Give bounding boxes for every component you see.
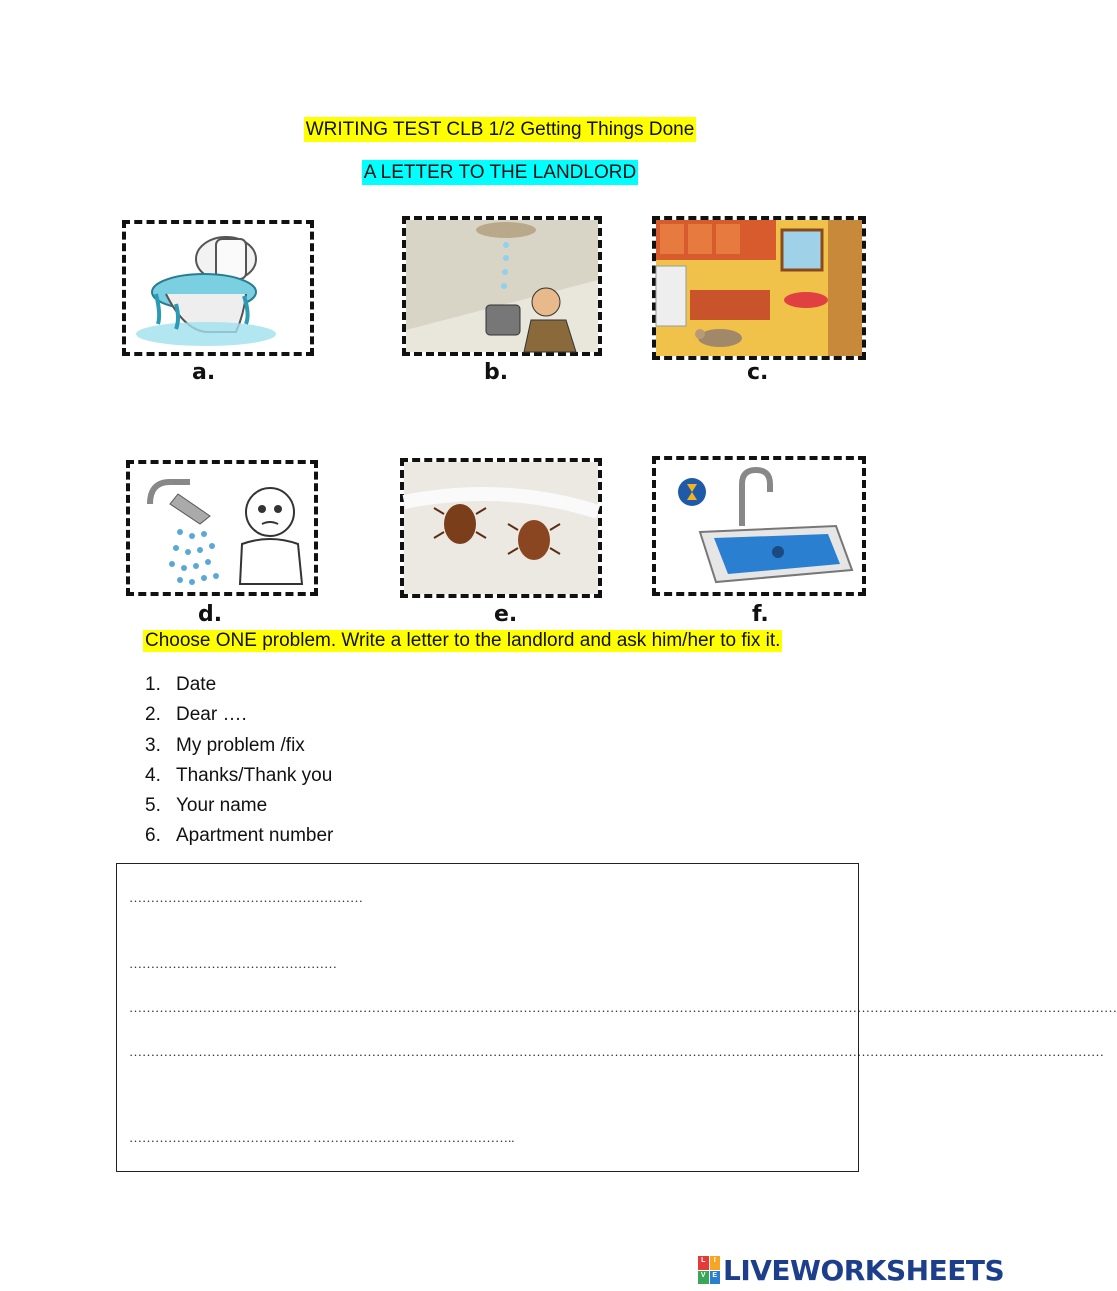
picture-label-b: b. xyxy=(484,360,509,385)
worksheet-title: WRITING TEST CLB 1/2 Getting Things Done xyxy=(305,119,695,140)
letter-steps-list xyxy=(145,672,333,854)
list-item: 4. Thanks/Thank you xyxy=(145,764,333,786)
name-line[interactable]: …………………………………… xyxy=(129,1130,311,1145)
picture-d xyxy=(126,460,318,596)
picture-label-f: f. xyxy=(752,602,769,627)
picture-label-e: e. xyxy=(494,602,518,627)
worksheet-subtitle: A LETTER TO THE LANDLORD xyxy=(363,162,637,183)
mouse-in-kitchen-icon xyxy=(656,220,862,356)
list-item: 2. Dear …. xyxy=(145,704,247,726)
picture-label-d: d. xyxy=(198,602,223,627)
picture-label-c: c. xyxy=(747,360,769,385)
problem-pictures xyxy=(120,208,880,628)
liveworksheets-mark-icon: L I V E xyxy=(698,1256,720,1284)
picture-e xyxy=(400,458,602,598)
bedbugs-icon xyxy=(404,462,598,594)
picture-a xyxy=(122,220,314,356)
letter-writing-box[interactable] xyxy=(116,863,1117,1172)
brand-name: LIVEWORKSHEETS xyxy=(723,1253,1005,1287)
cold-shower-icon xyxy=(130,464,314,592)
instruction-text: Choose ONE problem. Write a letter to the landlord and ask him/her to fix it. xyxy=(145,630,781,651)
overflowing-toilet-icon xyxy=(126,224,310,352)
body-line-2[interactable]: ……………………………………………………………………………………………………………………………………………………………………………………………………… xyxy=(129,1044,1104,1059)
leaking-ceiling-icon xyxy=(406,220,598,352)
picture-b xyxy=(402,216,602,356)
greeting-line[interactable]: ………………………………………… xyxy=(129,956,337,971)
list-item: 5. Your name xyxy=(145,795,268,817)
apartment-line[interactable]: ……………………………………….. xyxy=(313,1130,515,1145)
picture-label-a: a. xyxy=(192,360,216,385)
liveworksheets-logo xyxy=(698,1253,1004,1287)
clogged-sink-icon xyxy=(656,460,862,592)
picture-f xyxy=(652,456,866,596)
date-line[interactable]: ……………………………………………… xyxy=(129,890,363,905)
list-item: 1. Date xyxy=(145,674,217,695)
list-item: 6. Apartment number xyxy=(145,825,334,847)
body-line-1[interactable]: ………………………………………………………………………………………………………………………………………………………………………………………………………… xyxy=(129,1000,1117,1015)
list-item: 3. My problem /fix xyxy=(145,734,305,756)
picture-c xyxy=(652,216,866,360)
